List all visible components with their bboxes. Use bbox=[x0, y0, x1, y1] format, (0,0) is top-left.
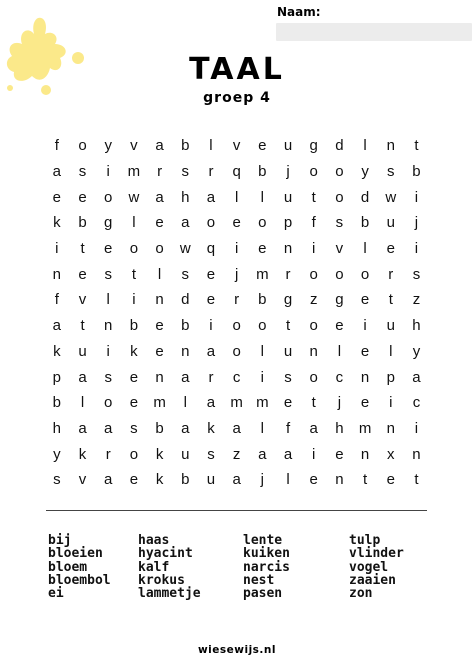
grid-letter[interactable]: c bbox=[335, 368, 344, 386]
grid-letter[interactable]: b bbox=[412, 163, 421, 181]
grid-letter[interactable]: o bbox=[206, 214, 216, 232]
word-list-item: haas bbox=[138, 533, 170, 548]
grid-letter[interactable]: y bbox=[361, 163, 369, 181]
grid-letter[interactable]: o bbox=[129, 445, 139, 463]
grid-letter[interactable]: l bbox=[389, 342, 393, 360]
grid-letter[interactable]: f bbox=[311, 214, 316, 232]
word-list-item: kalf bbox=[138, 559, 170, 575]
grid-letter[interactable]: q bbox=[232, 163, 241, 181]
grid-letter[interactable]: a bbox=[232, 471, 241, 489]
grid-letter[interactable]: v bbox=[78, 471, 87, 489]
grid-letter[interactable]: s bbox=[104, 368, 112, 386]
grid-letter[interactable]: v bbox=[335, 240, 344, 258]
grid-letter[interactable]: o bbox=[258, 214, 267, 232]
grid-letter[interactable]: k bbox=[53, 214, 61, 232]
grid-letter[interactable]: i bbox=[389, 394, 393, 412]
grid-letter[interactable]: s bbox=[104, 265, 112, 283]
grid-letter[interactable]: t bbox=[414, 471, 419, 489]
grid-letter[interactable]: t bbox=[363, 471, 368, 489]
grid-letter[interactable]: u bbox=[386, 317, 395, 335]
grid-letter[interactable]: o bbox=[309, 368, 318, 386]
grid-letter[interactable]: u bbox=[78, 342, 87, 360]
grid-letter[interactable]: o bbox=[155, 240, 164, 258]
grid-letter[interactable]: l bbox=[260, 188, 265, 206]
grid-letter[interactable]: s bbox=[335, 214, 344, 232]
word-list-item: vlinder bbox=[349, 546, 404, 562]
grid-letter[interactable]: e bbox=[335, 445, 344, 463]
grid-letter[interactable]: c bbox=[412, 394, 421, 412]
grid-letter[interactable]: s bbox=[412, 265, 421, 283]
grid-letter[interactable]: j bbox=[286, 163, 290, 181]
grid-letter[interactable]: j bbox=[414, 214, 419, 232]
grid-letter[interactable]: c bbox=[232, 368, 241, 386]
grid-letter[interactable]: w bbox=[179, 240, 191, 258]
grid-letter[interactable]: e bbox=[78, 188, 87, 206]
word-list-item: bloem bbox=[48, 559, 88, 575]
grid-letter[interactable]: b bbox=[78, 214, 87, 232]
grid-letter[interactable]: e bbox=[155, 214, 164, 232]
grid-letter[interactable]: b bbox=[181, 471, 190, 489]
grid-letter[interactable]: k bbox=[53, 342, 61, 360]
grid-letter[interactable]: r bbox=[388, 265, 394, 283]
grid-letter[interactable]: a bbox=[52, 163, 62, 181]
word-search-grid bbox=[44, 133, 430, 493]
grid-letter[interactable]: s bbox=[207, 445, 215, 463]
grid-letter[interactable]: o bbox=[258, 317, 267, 335]
grid-letter[interactable]: e bbox=[232, 214, 241, 232]
grid-letter[interactable]: s bbox=[78, 163, 87, 181]
divider bbox=[46, 510, 427, 511]
grid-letter[interactable]: r bbox=[105, 445, 111, 463]
grid-letter[interactable]: t bbox=[414, 137, 419, 155]
grid-letter[interactable]: r bbox=[157, 163, 163, 181]
word-column bbox=[138, 534, 243, 600]
grid-letter[interactable]: l bbox=[183, 394, 187, 412]
grid-letter[interactable]: i bbox=[132, 291, 136, 309]
grid-letter[interactable]: g bbox=[104, 214, 113, 232]
grid-letter[interactable]: a bbox=[155, 137, 164, 155]
grid-letter[interactable]: s bbox=[130, 419, 138, 437]
grid-letter[interactable]: a bbox=[78, 368, 87, 386]
word-list-item: kuiken bbox=[243, 546, 290, 562]
grid-letter[interactable]: d bbox=[181, 291, 190, 309]
grid-letter[interactable]: n bbox=[386, 419, 395, 437]
grid-letter[interactable]: n bbox=[360, 368, 370, 386]
grid-letter[interactable]: e bbox=[206, 291, 216, 309]
grid-letter[interactable]: e bbox=[129, 394, 139, 412]
word-list-item: tulp bbox=[349, 533, 381, 548]
grid-letter[interactable]: a bbox=[206, 342, 216, 360]
grid-letter[interactable]: e bbox=[129, 368, 139, 386]
grid-letter[interactable]: r bbox=[234, 291, 240, 309]
word-list-item: nest bbox=[243, 572, 275, 588]
grid-letter[interactable]: w bbox=[128, 188, 140, 206]
grid-letter[interactable]: i bbox=[414, 419, 419, 437]
grid-letter[interactable]: z bbox=[232, 445, 241, 463]
grid-letter[interactable]: m bbox=[230, 394, 243, 412]
word-list-item: lente bbox=[243, 533, 283, 548]
word-list-item: krokus bbox=[138, 572, 185, 588]
grid-letter[interactable]: n bbox=[309, 342, 318, 360]
grid-letter[interactable]: b bbox=[129, 317, 139, 335]
grid-letter[interactable]: k bbox=[207, 419, 215, 437]
grid-letter[interactable]: s bbox=[53, 471, 61, 489]
grid-letter[interactable]: o bbox=[232, 342, 241, 360]
naam-input[interactable] bbox=[276, 23, 472, 41]
grid-letter[interactable]: a bbox=[155, 188, 164, 206]
grid-letter[interactable]: m bbox=[256, 394, 269, 412]
grid-letter[interactable]: t bbox=[388, 291, 393, 309]
word-list-item: vogel bbox=[349, 559, 389, 575]
grid-letter[interactable]: e bbox=[258, 240, 267, 258]
grid-letter[interactable]: e bbox=[386, 240, 395, 258]
word-list-item: bij bbox=[48, 533, 72, 548]
grid-letter[interactable]: j bbox=[234, 265, 239, 283]
word-column bbox=[349, 534, 438, 600]
grid-letter[interactable]: t bbox=[80, 240, 85, 258]
word-list-item: bloeien bbox=[48, 546, 103, 562]
grid-letter[interactable]: h bbox=[335, 419, 344, 437]
grid-letter[interactable]: o bbox=[309, 317, 318, 335]
grid-letter[interactable]: m bbox=[153, 394, 166, 412]
grid-letter[interactable]: o bbox=[360, 265, 370, 283]
grid-letter[interactable]: o bbox=[104, 394, 113, 412]
grid-letter[interactable]: a bbox=[232, 419, 241, 437]
word-list-item: ei bbox=[48, 586, 64, 602]
grid-letter[interactable]: z bbox=[412, 291, 421, 309]
grid-letter[interactable]: t bbox=[131, 265, 136, 283]
grid-letter[interactable]: v bbox=[130, 137, 138, 155]
grid-letter[interactable]: y bbox=[53, 445, 61, 463]
grid-letter[interactable]: b bbox=[258, 291, 267, 309]
grid-letter[interactable]: a bbox=[181, 214, 190, 232]
grid-letter[interactable]: g bbox=[335, 291, 344, 309]
grid-letter[interactable]: i bbox=[363, 317, 367, 335]
grid-letter[interactable]: u bbox=[283, 137, 293, 155]
grid-letter[interactable]: d bbox=[360, 188, 370, 206]
grid-letter[interactable]: a bbox=[78, 419, 87, 437]
grid-letter[interactable]: e bbox=[258, 137, 267, 155]
grid-letter[interactable]: d bbox=[335, 137, 344, 155]
grid-letter[interactable]: h bbox=[52, 419, 62, 437]
grid-letter[interactable]: m bbox=[127, 163, 141, 181]
grid-letter[interactable]: l bbox=[234, 188, 239, 206]
grid-letter[interactable]: o bbox=[335, 188, 344, 206]
grid-letter[interactable]: e bbox=[155, 317, 164, 335]
grid-letter[interactable]: l bbox=[286, 471, 290, 489]
grid-letter[interactable]: a bbox=[206, 394, 216, 412]
grid-letter[interactable]: e bbox=[360, 291, 370, 309]
grid-letter[interactable]: s bbox=[181, 163, 190, 181]
grid-letter[interactable]: o bbox=[129, 240, 139, 258]
grid-letter[interactable]: a bbox=[52, 317, 62, 335]
grid-letter[interactable]: i bbox=[414, 240, 419, 258]
grid-letter[interactable]: b bbox=[360, 214, 370, 232]
grid-letter[interactable]: z bbox=[309, 291, 318, 309]
naam-label: Naam: bbox=[277, 5, 321, 19]
grid-letter[interactable]: o bbox=[78, 137, 87, 155]
page-title: TAAL bbox=[189, 52, 285, 87]
grid-letter[interactable]: k bbox=[78, 445, 87, 463]
grid-letter[interactable]: l bbox=[157, 265, 162, 283]
grid-letter[interactable]: n bbox=[335, 471, 344, 489]
grid-letter[interactable]: f bbox=[54, 137, 59, 155]
grid-letter[interactable]: t bbox=[311, 188, 316, 206]
grid-letter[interactable]: i bbox=[106, 342, 110, 360]
grid-letter[interactable]: u bbox=[283, 342, 293, 360]
word-column bbox=[243, 534, 349, 600]
grid-letter[interactable]: i bbox=[55, 240, 59, 258]
grid-letter[interactable]: n bbox=[52, 265, 62, 283]
grid-letter[interactable]: t bbox=[311, 394, 316, 412]
grid-letter[interactable]: i bbox=[312, 445, 316, 463]
grid-letter[interactable]: e bbox=[360, 342, 370, 360]
grid-letter[interactable]: w bbox=[385, 188, 397, 206]
grid-letter[interactable]: p bbox=[52, 368, 62, 386]
grid-letter[interactable]: i bbox=[209, 317, 213, 335]
word-list-item: narcis bbox=[243, 559, 290, 575]
grid-letter[interactable]: h bbox=[412, 317, 421, 335]
grid-letter[interactable]: b bbox=[181, 137, 190, 155]
grid-letter[interactable]: o bbox=[104, 188, 113, 206]
grid-letter[interactable]: q bbox=[206, 240, 216, 258]
word-list-item: hyacint bbox=[138, 546, 193, 562]
word-list-item: bloembol bbox=[48, 572, 111, 588]
grid-letter[interactable]: u bbox=[206, 471, 216, 489]
grid-letter[interactable]: k bbox=[130, 342, 138, 360]
grid-letter[interactable]: a bbox=[181, 368, 190, 386]
grid-letter[interactable]: x bbox=[387, 445, 395, 463]
grid-letter[interactable]: a bbox=[104, 471, 113, 489]
grid-letter[interactable]: y bbox=[412, 342, 421, 360]
grid-letter[interactable]: n bbox=[283, 240, 293, 258]
grid-letter[interactable]: r bbox=[285, 265, 291, 283]
grid-letter[interactable]: a bbox=[206, 188, 216, 206]
grid-letter[interactable]: p bbox=[386, 368, 395, 386]
grid-letter[interactable]: y bbox=[104, 137, 112, 155]
grid-letter[interactable]: e bbox=[360, 394, 370, 412]
grid-letter[interactable]: n bbox=[104, 317, 113, 335]
grid-letter[interactable]: i bbox=[414, 188, 419, 206]
grid-letter[interactable]: l bbox=[260, 419, 265, 437]
word-list-item: zon bbox=[349, 586, 373, 602]
grid-letter[interactable]: p bbox=[283, 214, 293, 232]
grid-letter[interactable]: u bbox=[386, 214, 395, 232]
grid-letter[interactable]: l bbox=[363, 240, 367, 258]
word-list-item: zaaien bbox=[349, 572, 396, 588]
grid-letter[interactable]: r bbox=[208, 163, 214, 181]
grid-letter[interactable]: h bbox=[181, 188, 190, 206]
grid-letter[interactable]: e bbox=[155, 342, 164, 360]
grid-letter[interactable]: i bbox=[234, 240, 239, 258]
grid-letter[interactable]: a bbox=[181, 419, 190, 437]
grid-letter[interactable]: n bbox=[155, 291, 164, 309]
grid-letter[interactable]: i bbox=[260, 368, 265, 386]
grid-letter[interactable]: t bbox=[80, 317, 85, 335]
grid-letter[interactable]: b bbox=[181, 317, 190, 335]
grid-letter[interactable]: l bbox=[209, 137, 213, 155]
grid-letter[interactable]: g bbox=[309, 137, 318, 155]
grid-letter[interactable]: e bbox=[386, 471, 395, 489]
grid-letter[interactable]: b bbox=[52, 394, 62, 412]
grid-letter[interactable]: j bbox=[260, 471, 265, 489]
grid-letter[interactable]: l bbox=[80, 394, 85, 412]
grid-letter[interactable]: l bbox=[106, 291, 110, 309]
footer-site: wiesewijs.nl bbox=[197, 644, 276, 656]
grid-letter[interactable]: a bbox=[412, 368, 421, 386]
grid-letter[interactable]: k bbox=[155, 445, 164, 463]
grid-letter[interactable]: l bbox=[260, 342, 265, 360]
grid-letter[interactable]: m bbox=[256, 265, 269, 283]
grid-letter[interactable]: s bbox=[387, 163, 395, 181]
grid-letter[interactable]: i bbox=[106, 163, 110, 181]
grid-letter[interactable]: a bbox=[283, 445, 293, 463]
grid-letter[interactable]: s bbox=[181, 265, 190, 283]
grid-letter[interactable]: i bbox=[312, 240, 316, 258]
grid-letter[interactable]: o bbox=[309, 265, 318, 283]
grid-letter[interactable]: e bbox=[129, 471, 139, 489]
grid-letter[interactable]: s bbox=[284, 368, 292, 386]
grid-letter[interactable]: o bbox=[232, 317, 241, 335]
page-subtitle: groep 4 bbox=[203, 90, 271, 106]
grid-letter[interactable]: o bbox=[335, 265, 344, 283]
grid-letter[interactable]: l bbox=[363, 137, 367, 155]
grid-letter[interactable]: n bbox=[181, 342, 190, 360]
word-list-item: lammetje bbox=[138, 586, 201, 602]
grid-letter[interactable]: t bbox=[285, 317, 291, 335]
grid-letter[interactable]: l bbox=[132, 214, 136, 232]
grid-letter[interactable]: v bbox=[78, 291, 87, 309]
word-column bbox=[48, 534, 138, 600]
word-list-item: pasen bbox=[243, 586, 283, 602]
grid-letter[interactable]: e bbox=[335, 317, 344, 335]
grid-letter[interactable]: a bbox=[258, 445, 267, 463]
grid-letter[interactable]: g bbox=[283, 291, 293, 309]
grid-letter[interactable]: j bbox=[337, 394, 342, 412]
grid-letter[interactable]: e bbox=[52, 188, 62, 206]
grid-letter[interactable]: b bbox=[155, 419, 164, 437]
grid-letter[interactable]: e bbox=[283, 394, 293, 412]
grid-letter[interactable]: n bbox=[360, 445, 370, 463]
grid-letter[interactable]: e bbox=[206, 265, 216, 283]
grid-letter[interactable]: n bbox=[386, 137, 395, 155]
grid-letter[interactable]: l bbox=[337, 342, 342, 360]
grid-letter[interactable]: b bbox=[258, 163, 267, 181]
grid-letter[interactable]: k bbox=[155, 471, 164, 489]
grid-letter[interactable]: a bbox=[104, 419, 113, 437]
grid-letter[interactable]: m bbox=[358, 419, 372, 437]
grid-letter[interactable]: u bbox=[181, 445, 190, 463]
grid-letter[interactable]: n bbox=[155, 368, 164, 386]
grid-letter[interactable]: e bbox=[104, 240, 113, 258]
grid-letter[interactable]: e bbox=[309, 471, 318, 489]
grid-letter[interactable]: o bbox=[309, 163, 318, 181]
grid-letter[interactable]: f bbox=[54, 291, 59, 309]
grid-letter[interactable]: a bbox=[309, 419, 318, 437]
grid-letter[interactable]: o bbox=[335, 163, 344, 181]
grid-letter[interactable]: e bbox=[78, 265, 87, 283]
grid-letter[interactable]: u bbox=[283, 188, 293, 206]
word-list bbox=[48, 534, 438, 600]
grid-letter[interactable]: v bbox=[232, 137, 241, 155]
grid-letter[interactable]: r bbox=[208, 368, 214, 386]
grid-letter[interactable]: n bbox=[412, 445, 421, 463]
grid-letter[interactable]: f bbox=[285, 419, 291, 437]
